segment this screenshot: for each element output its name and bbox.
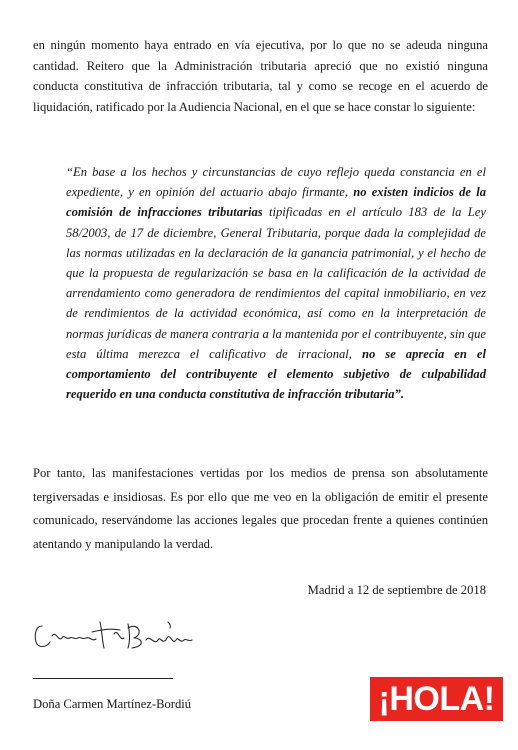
- handwritten-signature: [30, 612, 200, 658]
- quoted-liquidation-agreement: [66, 162, 486, 404]
- body-paragraph-2: Por tanto, las manifestaciones vertidas por los medios de prensa son absolutamente tergiversadas e insidiosas. Es por ello que me veo en la obligación de emitir el presente comunicado, reservándome las acciones legales que procedan frente a quienes continúen atentando y manipulando la verdad.: [33, 466, 488, 551]
- hola-logo: ¡HOLA!: [370, 677, 503, 721]
- signature-line: [33, 678, 173, 679]
- quote-bold-1: no existen indicios de la comisión de infracciones tributarias: [66, 185, 486, 220]
- date-line: Madrid a 12 de septiembre de 2018: [307, 583, 486, 597]
- quote-text-2: tipificadas en el artículo 183 de la Ley 58/2003, de 17 de diciembre, General Tributaria, porque dada la complejidad de las normas utilizadas en la declaración de la ganancia patrimonial, y el hecho de que la propuesta de regularización se basa en la calificación de la actividad de arrendamiento como generadora de rendimientos del capital inmobiliario, en vez de rendimientos de la actividad económica, así como en la interpretación de normas jurídicas de manera contraria a la mantenida por el contribuyente, sin que esta última merezca el calificativo de irracional,: [66, 205, 486, 361]
- signer-name: Doña Carmen Martínez-Bordiú: [33, 697, 192, 711]
- body-paragraph-1: en ningún momento haya entrado en vía ejecutiva, por lo que no se adeuda ninguna cantidad. Reitero que la Administración tributaria apreció que no existió ninguna conducta constitutiva de infracción tributaria, tal y como se recoge en el acuerdo de liquidación, ratificado por la Audiencia Nacional, en el que se hace constar lo siguiente:: [33, 38, 488, 114]
- quote-bold-2: no se aprecia en el comportamiento del contribuyente el elemento subjetivo de culpabilidad requerido en una conducta constitutiva de infracción tributaria”.: [66, 346, 486, 402]
- quote-text-1: “En base a los hechos y circunstancias de cuyo reflejo queda constancia en el expediente, y en opinión del actuario abajo firmante,: [66, 165, 486, 200]
